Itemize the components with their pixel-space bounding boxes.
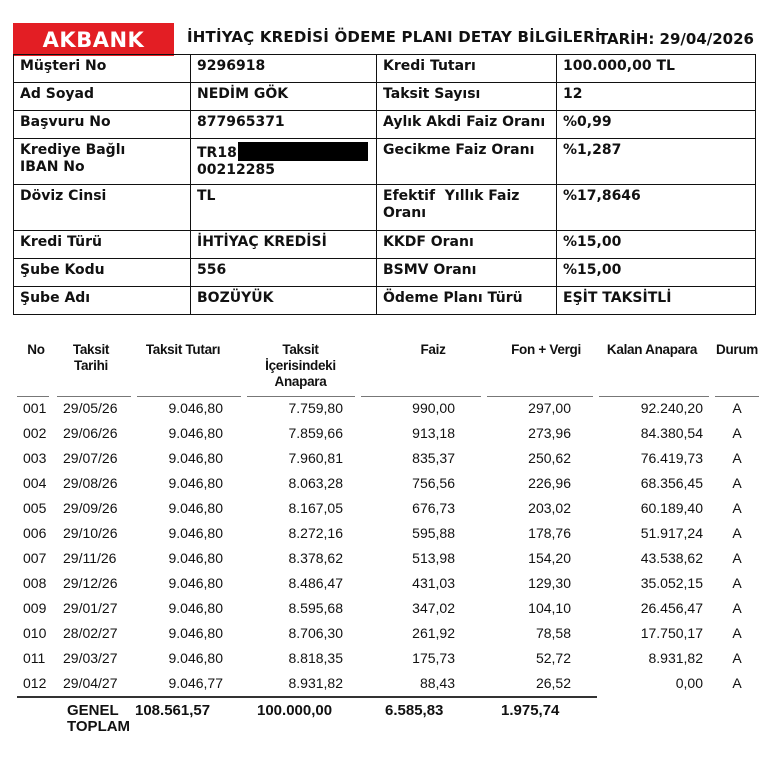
col-header-anapara-3: Anapara (274, 374, 327, 389)
cell-fon: 250,62 (528, 450, 571, 466)
col-header-no: No (27, 342, 45, 357)
iban-label-line-1: Krediye Bağlı (20, 142, 126, 158)
col-header-anapara-2: İçerisindeki (265, 358, 336, 373)
cell-anapara: 8.167,05 (288, 500, 343, 516)
kkdf-label: KKDF Oranı (377, 231, 557, 259)
col-header-anapara-1: Taksit (282, 342, 319, 357)
col-header-kalan: Kalan Anapara (606, 342, 698, 357)
cell-kalan: 76.419,73 (640, 450, 703, 466)
schedule-totals (13, 698, 761, 738)
bsmv-value: %15,00 (557, 259, 756, 287)
col-header-tutar: Taksit Tutarı (145, 342, 221, 357)
cell-durum: A (732, 400, 742, 416)
table-row (13, 621, 761, 646)
cell-tutar: 9.046,80 (168, 650, 223, 666)
bsmv-label: BSMV Oranı (377, 259, 557, 287)
doviz-cinsi-value: TL (191, 185, 377, 231)
efektif-faiz-value: %17,8646 (557, 185, 756, 231)
cell-tarih: 29/12/26 (63, 575, 118, 591)
cell-no: 001 (23, 400, 47, 416)
iban-redaction-mask (238, 142, 368, 161)
iban-suffix: 00212285 (197, 162, 275, 178)
cell-kalan: 68.356,45 (640, 475, 703, 491)
col-header-fon: Fon + Vergi (511, 342, 581, 357)
sube-kodu-value: 556 (191, 259, 377, 287)
sube-adi-label: Şube Adı (14, 287, 191, 315)
cell-tutar: 9.046,80 (168, 600, 223, 616)
iban-value (191, 139, 377, 185)
loan-info-table (13, 54, 756, 315)
document-date: TARİH: 29/04/2026 (597, 30, 754, 48)
ad-soyad-value: NEDİM GÖK (191, 83, 377, 111)
cell-faiz: 261,92 (412, 625, 455, 641)
table-row (13, 596, 761, 621)
cell-tutar: 9.046,80 (168, 400, 223, 416)
table-row (13, 571, 761, 596)
col-header-tarih-1: Taksit (72, 342, 110, 357)
cell-durum: A (732, 475, 742, 491)
plan-turu-value: EŞİT TAKSİTLİ (557, 287, 756, 315)
payment-schedule (13, 338, 761, 738)
total-anapara: 100.000,00 (257, 701, 333, 719)
doviz-cinsi-label: Döviz Cinsi (14, 185, 191, 231)
cell-anapara: 8.595,68 (288, 600, 343, 616)
cell-fon: 78,58 (535, 625, 571, 641)
cell-fon: 52,72 (535, 650, 571, 666)
cell-kalan: 43.538,62 (640, 550, 703, 566)
cell-tutar: 9.046,80 (168, 425, 223, 441)
cell-tarih: 29/08/26 (63, 475, 118, 491)
cell-tarih: 29/06/26 (63, 425, 118, 441)
cell-fon: 203,02 (528, 500, 571, 516)
cell-kalan: 84.380,54 (640, 425, 703, 441)
cell-no: 006 (23, 525, 47, 541)
col-header-tarih (61, 342, 121, 374)
cell-anapara: 7.960,81 (288, 450, 343, 466)
cell-tutar: 9.046,80 (168, 625, 223, 641)
cell-tutar: 9.046,80 (168, 525, 223, 541)
cell-faiz: 756,56 (412, 475, 455, 491)
cell-faiz: 595,88 (412, 525, 455, 541)
aylik-faiz-value: %0,99 (557, 111, 756, 139)
cell-no: 007 (23, 550, 47, 566)
cell-anapara: 8.706,30 (288, 625, 343, 641)
col-header-tarih-2: Tarihi (74, 358, 108, 373)
cell-kalan: 8.931,82 (648, 650, 703, 666)
sube-kodu-label: Şube Kodu (14, 259, 191, 287)
cell-no: 012 (23, 675, 47, 691)
cell-anapara: 8.063,28 (288, 475, 343, 491)
cell-durum: A (732, 500, 742, 516)
schedule-rows (13, 396, 761, 696)
cell-faiz: 88,43 (419, 675, 455, 691)
efektif-label-line-1: Efektif Yıllık Faiz (383, 188, 520, 204)
cell-fon: 178,76 (528, 525, 571, 541)
col-header-anapara (253, 342, 348, 390)
cell-faiz: 431,03 (412, 575, 455, 591)
cell-faiz: 676,73 (412, 500, 455, 516)
cell-fon: 154,20 (528, 550, 571, 566)
iban-label-line-2: IBAN No (20, 159, 85, 175)
cell-tarih: 29/11/26 (63, 550, 117, 566)
cell-durum: A (732, 450, 742, 466)
cell-durum: A (732, 525, 742, 541)
cell-no: 011 (23, 650, 46, 666)
cell-fon: 273,96 (528, 425, 571, 441)
basvuru-no-label: Başvuru No (14, 111, 191, 139)
table-row (13, 496, 761, 521)
cell-tutar: 9.046,80 (168, 450, 223, 466)
cell-no: 003 (23, 450, 47, 466)
col-header-faiz: Faiz (420, 342, 446, 357)
kredi-tutari-value: 100.000,00 TL (557, 55, 756, 83)
table-row (13, 546, 761, 571)
cell-tarih: 29/07/26 (63, 450, 118, 466)
cell-faiz: 990,00 (412, 400, 455, 416)
akbank-logo: AKBANK (13, 23, 174, 56)
cell-no: 010 (23, 625, 47, 641)
document-title: İHTİYAÇ KREDİSİ ÖDEME PLANI DETAY BİLGİLERİ (187, 28, 601, 46)
table-row (13, 396, 761, 421)
cell-faiz: 913,18 (412, 425, 455, 441)
cell-fon: 26,52 (535, 675, 571, 691)
cell-tarih: 29/03/27 (63, 650, 118, 666)
cell-tutar: 9.046,77 (168, 675, 223, 691)
cell-kalan: 35.052,15 (640, 575, 703, 591)
cell-faiz: 835,37 (412, 450, 455, 466)
cell-tarih: 28/02/27 (63, 625, 118, 641)
cell-tarih: 29/10/26 (63, 525, 118, 541)
iban-prefix: TR18 (197, 145, 237, 161)
cell-anapara: 7.859,66 (288, 425, 343, 441)
cell-durum: A (732, 675, 742, 691)
col-header-durum: Durum (716, 342, 758, 357)
plan-turu-label: Ödeme Planı Türü (377, 287, 557, 315)
cell-kalan: 26.456,47 (640, 600, 703, 616)
kredi-turu-label: Kredi Türü (14, 231, 191, 259)
cell-fon: 297,00 (528, 400, 571, 416)
cell-durum: A (732, 600, 742, 616)
musteri-no-value: 9296918 (191, 55, 377, 83)
schedule-header (13, 338, 761, 396)
cell-durum: A (732, 625, 742, 641)
musteri-no-label: Müşteri No (14, 55, 191, 83)
cell-no: 009 (23, 600, 47, 616)
cell-kalan: 17.750,17 (640, 625, 703, 641)
taksit-sayisi-label: Taksit Sayısı (377, 83, 557, 111)
cell-faiz: 175,73 (412, 650, 455, 666)
cell-durum: A (732, 550, 742, 566)
cell-durum: A (732, 425, 742, 441)
efektif-label-line-2: Oranı (383, 205, 427, 221)
kredi-turu-value: İHTİYAÇ KREDİSİ (191, 231, 377, 259)
cell-kalan: 51.917,24 (640, 525, 703, 541)
total-tutar: 108.561,57 (135, 701, 211, 719)
totals-label-2: TOPLAM (67, 717, 131, 735)
cell-anapara: 8.818,35 (288, 650, 343, 666)
totals-label-1: GENEL (67, 701, 119, 719)
table-row (13, 646, 761, 671)
table-row (13, 446, 761, 471)
cell-no: 008 (23, 575, 47, 591)
cell-no: 004 (23, 475, 47, 491)
cell-durum: A (732, 650, 742, 666)
totals-label (31, 701, 131, 735)
kredi-tutari-label: Kredi Tutarı (377, 55, 557, 83)
cell-anapara: 8.378,62 (288, 550, 343, 566)
cell-tutar: 9.046,80 (168, 475, 223, 491)
total-faiz: 6.585,83 (385, 701, 444, 719)
sube-adi-value: BOZÜYÜK (191, 287, 377, 315)
kkdf-value: %15,00 (557, 231, 756, 259)
cell-tutar: 9.046,80 (168, 500, 223, 516)
cell-kalan: 92.240,20 (640, 400, 703, 416)
cell-tarih: 29/09/26 (63, 500, 118, 516)
total-fon: 1.975,74 (501, 701, 560, 719)
cell-fon: 226,96 (528, 475, 571, 491)
cell-tarih: 29/05/26 (63, 400, 118, 416)
cell-anapara: 8.272,16 (288, 525, 343, 541)
cell-anapara: 8.486,47 (288, 575, 343, 591)
table-row (13, 521, 761, 546)
cell-tutar: 9.046,80 (168, 550, 223, 566)
cell-kalan: 60.189,40 (640, 500, 703, 516)
table-row (13, 671, 761, 696)
cell-no: 005 (23, 500, 47, 516)
cell-fon: 104,10 (528, 600, 571, 616)
iban-label (14, 139, 191, 185)
basvuru-no-value: 877965371 (191, 111, 377, 139)
cell-tarih: 29/01/27 (63, 600, 118, 616)
gecikme-faiz-label: Gecikme Faiz Oranı (377, 139, 557, 185)
cell-durum: A (732, 575, 742, 591)
gecikme-faiz-value: %1,287 (557, 139, 756, 185)
aylik-faiz-label: Aylık Akdi Faiz Oranı (377, 111, 557, 139)
table-row (13, 471, 761, 496)
cell-faiz: 513,98 (412, 550, 455, 566)
cell-faiz: 347,02 (412, 600, 455, 616)
efektif-faiz-label (377, 185, 557, 231)
cell-no: 002 (23, 425, 47, 441)
table-row (13, 421, 761, 446)
cell-anapara: 7.759,80 (288, 400, 343, 416)
cell-anapara: 8.931,82 (288, 675, 343, 691)
cell-tutar: 9.046,80 (168, 575, 223, 591)
ad-soyad-label: Ad Soyad (14, 83, 191, 111)
taksit-sayisi-value: 12 (557, 83, 756, 111)
cell-tarih: 29/04/27 (63, 675, 118, 691)
cell-fon: 129,30 (528, 575, 571, 591)
cell-kalan: 0,00 (675, 675, 703, 691)
